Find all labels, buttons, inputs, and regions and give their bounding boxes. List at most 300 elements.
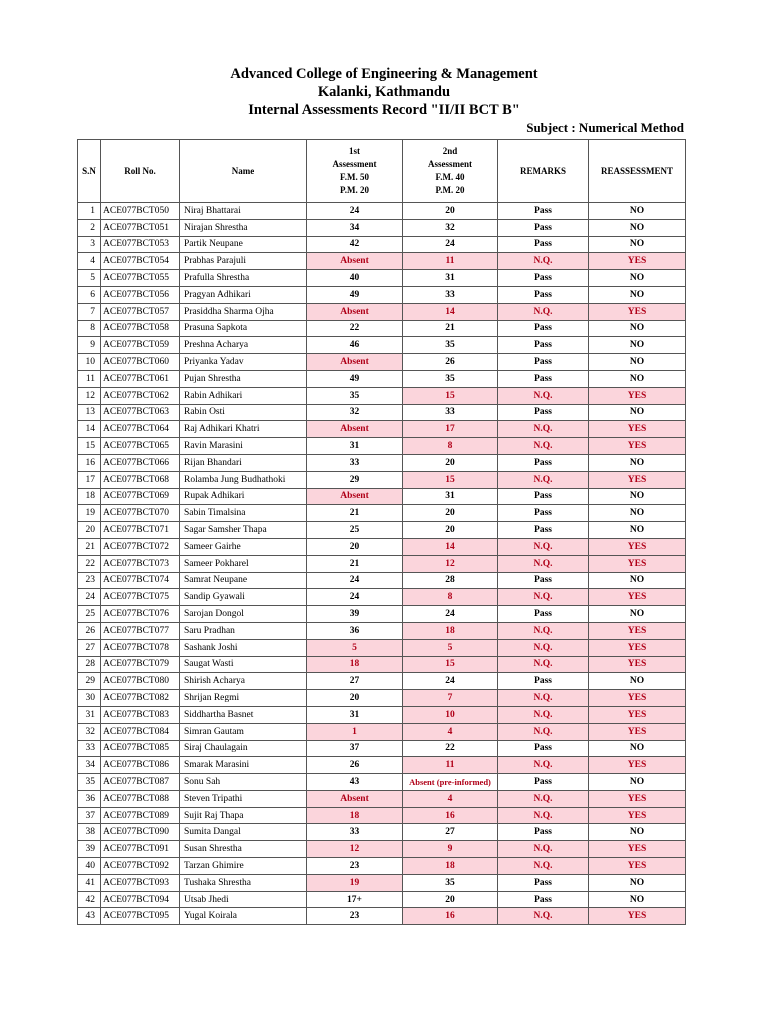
cell-roll-no: ACE077BCT059 (101, 337, 180, 354)
cell-roll-no: ACE077BCT084 (101, 723, 180, 740)
cell-reassessment: NO (589, 337, 686, 354)
cell-assessment-1: 37 (307, 740, 403, 757)
cell-assessment-2: 15 (403, 387, 498, 404)
cell-name: Siddhartha Basnet (180, 706, 307, 723)
cell-reassessment: NO (589, 606, 686, 623)
cell-reassessment: YES (589, 706, 686, 723)
cell-assessment-1: 27 (307, 673, 403, 690)
cell-roll-no: ACE077BCT085 (101, 740, 180, 757)
cell-assessment-2: 31 (403, 488, 498, 505)
cell-name: Raj Adhikari Khatri (180, 421, 307, 438)
cell-remarks: Pass (498, 370, 589, 387)
cell-sn: 30 (78, 690, 101, 707)
assessment-table (77, 139, 686, 925)
cell-assessment-2: 11 (403, 253, 498, 270)
table-row (78, 354, 686, 371)
cell-assessment-1: 5 (307, 639, 403, 656)
cell-assessment-1: 24 (307, 203, 403, 220)
table-row (78, 522, 686, 539)
cell-assessment-1: 12 (307, 841, 403, 858)
table-row (78, 538, 686, 555)
cell-reassessment: YES (589, 303, 686, 320)
table-row (78, 774, 686, 791)
cell-sn: 20 (78, 522, 101, 539)
cell-name: Simran Gautam (180, 723, 307, 740)
cell-name: Prasuna Sapkota (180, 320, 307, 337)
cell-assessment-1: 43 (307, 774, 403, 791)
cell-sn: 36 (78, 790, 101, 807)
cell-assessment-1: Absent (307, 790, 403, 807)
cell-remarks: N.Q. (498, 790, 589, 807)
cell-reassessment: YES (589, 690, 686, 707)
cell-sn: 43 (78, 908, 101, 925)
header-a2-line: 2nd (442, 146, 458, 156)
cell-roll-no: ACE077BCT088 (101, 790, 180, 807)
header-name: Name (180, 140, 307, 203)
cell-assessment-1: Absent (307, 253, 403, 270)
cell-roll-no: ACE077BCT078 (101, 639, 180, 656)
cell-reassessment: NO (589, 891, 686, 908)
table-row (78, 203, 686, 220)
cell-assessment-2: 15 (403, 471, 498, 488)
cell-remarks: Pass (498, 203, 589, 220)
cell-remarks: Pass (498, 320, 589, 337)
cell-assessment-1: 49 (307, 370, 403, 387)
table-row (78, 790, 686, 807)
cell-reassessment: NO (589, 270, 686, 287)
cell-name: Sonu Sah (180, 774, 307, 791)
cell-roll-no: ACE077BCT050 (101, 203, 180, 220)
cell-assessment-2: 20 (403, 891, 498, 908)
cell-assessment-1: 33 (307, 454, 403, 471)
cell-remarks: Pass (498, 891, 589, 908)
cell-sn: 7 (78, 303, 101, 320)
cell-reassessment: YES (589, 538, 686, 555)
cell-name: Tushaka Shrestha (180, 874, 307, 891)
table-row (78, 488, 686, 505)
cell-assessment-2: 14 (403, 538, 498, 555)
cell-sn: 1 (78, 203, 101, 220)
table-row (78, 286, 686, 303)
cell-roll-no: ACE077BCT076 (101, 606, 180, 623)
cell-roll-no: ACE077BCT090 (101, 824, 180, 841)
cell-sn: 2 (78, 219, 101, 236)
cell-assessment-2: 12 (403, 555, 498, 572)
cell-sn: 33 (78, 740, 101, 757)
cell-reassessment: NO (589, 874, 686, 891)
cell-assessment-1: 25 (307, 522, 403, 539)
cell-remarks: Pass (498, 606, 589, 623)
cell-name: Utsab Jhedi (180, 891, 307, 908)
cell-reassessment: NO (589, 824, 686, 841)
cell-roll-no: ACE077BCT065 (101, 438, 180, 455)
cell-roll-no: ACE077BCT058 (101, 320, 180, 337)
cell-sn: 28 (78, 656, 101, 673)
cell-reassessment: YES (589, 589, 686, 606)
table-header-row (78, 140, 686, 203)
cell-sn: 13 (78, 404, 101, 421)
cell-roll-no: ACE077BCT063 (101, 404, 180, 421)
cell-assessment-1: 23 (307, 858, 403, 875)
cell-reassessment: NO (589, 370, 686, 387)
table-row (78, 505, 686, 522)
cell-reassessment: NO (589, 286, 686, 303)
cell-assessment-2: 7 (403, 690, 498, 707)
table-row (78, 438, 686, 455)
subject-label: Subject : Numerical Method (526, 120, 684, 135)
cell-name: Rabin Osti (180, 404, 307, 421)
cell-sn: 15 (78, 438, 101, 455)
table-row (78, 387, 686, 404)
header-reassessment: REASSESSMENT (589, 140, 686, 203)
cell-roll-no: ACE077BCT095 (101, 908, 180, 925)
header-remarks: REMARKS (498, 140, 589, 203)
cell-assessment-2: Absent (pre-informed) (403, 774, 498, 791)
cell-reassessment: NO (589, 219, 686, 236)
cell-name: Sameer Gairhe (180, 538, 307, 555)
cell-name: Siraj Chaulagain (180, 740, 307, 757)
header-a2-line: F.M. 40 (435, 172, 465, 182)
cell-remarks: N.Q. (498, 421, 589, 438)
cell-sn: 6 (78, 286, 101, 303)
cell-roll-no: ACE077BCT061 (101, 370, 180, 387)
cell-roll-no: ACE077BCT053 (101, 236, 180, 253)
cell-roll-no: ACE077BCT080 (101, 673, 180, 690)
cell-assessment-1: Absent (307, 421, 403, 438)
cell-roll-no: ACE077BCT069 (101, 488, 180, 505)
cell-remarks: N.Q. (498, 690, 589, 707)
cell-name: Partik Neupane (180, 236, 307, 253)
cell-name: Sumita Dangal (180, 824, 307, 841)
cell-assessment-2: 4 (403, 723, 498, 740)
cell-roll-no: ACE077BCT054 (101, 253, 180, 270)
header-a1-line: F.M. 50 (340, 172, 369, 182)
record-title: Internal Assessments Record "II/II BCT B" (248, 102, 520, 118)
cell-remarks: Pass (498, 454, 589, 471)
cell-reassessment: NO (589, 673, 686, 690)
cell-remarks: Pass (498, 522, 589, 539)
cell-roll-no: ACE077BCT093 (101, 874, 180, 891)
cell-sn: 34 (78, 757, 101, 774)
cell-roll-no: ACE077BCT066 (101, 454, 180, 471)
cell-roll-no: ACE077BCT064 (101, 421, 180, 438)
cell-name: Prabhas Parajuli (180, 253, 307, 270)
header-a2-line: Assessment (428, 159, 472, 169)
cell-sn: 11 (78, 370, 101, 387)
cell-roll-no: ACE077BCT075 (101, 589, 180, 606)
cell-remarks: Pass (498, 404, 589, 421)
cell-remarks: N.Q. (498, 555, 589, 572)
cell-sn: 3 (78, 236, 101, 253)
cell-name: Pujan Shrestha (180, 370, 307, 387)
table-row (78, 404, 686, 421)
cell-remarks: Pass (498, 219, 589, 236)
cell-remarks: Pass (498, 236, 589, 253)
cell-assessment-1: 42 (307, 236, 403, 253)
table-row (78, 370, 686, 387)
cell-sn: 23 (78, 572, 101, 589)
cell-sn: 19 (78, 505, 101, 522)
cell-reassessment: NO (589, 572, 686, 589)
cell-roll-no: ACE077BCT070 (101, 505, 180, 522)
cell-assessment-2: 33 (403, 404, 498, 421)
cell-assessment-1: 24 (307, 589, 403, 606)
cell-assessment-2: 24 (403, 236, 498, 253)
table-row (78, 589, 686, 606)
cell-assessment-1: 32 (307, 404, 403, 421)
cell-reassessment: YES (589, 639, 686, 656)
cell-name: Sagar Samsher Thapa (180, 522, 307, 539)
cell-reassessment: NO (589, 740, 686, 757)
cell-name: Shirish Acharya (180, 673, 307, 690)
cell-remarks: N.Q. (498, 471, 589, 488)
cell-roll-no: ACE077BCT055 (101, 270, 180, 287)
cell-roll-no: ACE077BCT092 (101, 858, 180, 875)
cell-reassessment: NO (589, 404, 686, 421)
college-name: Advanced College of Engineering & Management (230, 66, 538, 82)
cell-sn: 10 (78, 354, 101, 371)
table-row (78, 219, 686, 236)
cell-assessment-2: 20 (403, 505, 498, 522)
table-row (78, 270, 686, 287)
cell-name: Samrat Neupane (180, 572, 307, 589)
cell-assessment-1: 21 (307, 555, 403, 572)
cell-remarks: Pass (498, 673, 589, 690)
cell-name: Steven Tripathi (180, 790, 307, 807)
cell-remarks: N.Q. (498, 538, 589, 555)
cell-name: Pragyan Adhikari (180, 286, 307, 303)
cell-name: Prafulla Shrestha (180, 270, 307, 287)
cell-reassessment: YES (589, 908, 686, 925)
cell-remarks: Pass (498, 354, 589, 371)
cell-assessment-2: 14 (403, 303, 498, 320)
cell-assessment-2: 31 (403, 270, 498, 287)
cell-roll-no: ACE077BCT060 (101, 354, 180, 371)
cell-sn: 31 (78, 706, 101, 723)
cell-name: Rabin Adhikari (180, 387, 307, 404)
table-row (78, 622, 686, 639)
cell-assessment-2: 28 (403, 572, 498, 589)
cell-remarks: Pass (498, 572, 589, 589)
cell-reassessment: YES (589, 723, 686, 740)
cell-assessment-2: 22 (403, 740, 498, 757)
cell-sn: 18 (78, 488, 101, 505)
cell-sn: 35 (78, 774, 101, 791)
cell-remarks: N.Q. (498, 656, 589, 673)
cell-assessment-2: 27 (403, 824, 498, 841)
header-a1-line: 1st (349, 146, 360, 156)
cell-reassessment: YES (589, 421, 686, 438)
cell-remarks: N.Q. (498, 706, 589, 723)
cell-assessment-2: 8 (403, 438, 498, 455)
cell-remarks: Pass (498, 774, 589, 791)
cell-assessment-1: 33 (307, 824, 403, 841)
cell-remarks: Pass (498, 505, 589, 522)
cell-sn: 14 (78, 421, 101, 438)
cell-assessment-2: 11 (403, 757, 498, 774)
cell-assessment-2: 24 (403, 606, 498, 623)
cell-sn: 27 (78, 639, 101, 656)
cell-assessment-2: 8 (403, 589, 498, 606)
cell-name: Priyanka Yadav (180, 354, 307, 371)
table-row (78, 471, 686, 488)
cell-reassessment: NO (589, 203, 686, 220)
table-row (78, 421, 686, 438)
cell-name: Rolamba Jung Budhathoki (180, 471, 307, 488)
cell-name: Prasiddha Sharma Ojha (180, 303, 307, 320)
cell-sn: 5 (78, 270, 101, 287)
cell-assessment-1: 26 (307, 757, 403, 774)
cell-assessment-1: Absent (307, 488, 403, 505)
cell-roll-no: ACE077BCT057 (101, 303, 180, 320)
cell-assessment-1: 34 (307, 219, 403, 236)
cell-roll-no: ACE077BCT077 (101, 622, 180, 639)
cell-name: Tarzan Ghimire (180, 858, 307, 875)
cell-remarks: Pass (498, 874, 589, 891)
table-row (78, 454, 686, 471)
table-row (78, 320, 686, 337)
cell-name: Shrijan Regmi (180, 690, 307, 707)
cell-assessment-1: 20 (307, 690, 403, 707)
table-row (78, 723, 686, 740)
cell-assessment-1: 22 (307, 320, 403, 337)
cell-sn: 9 (78, 337, 101, 354)
cell-assessment-2: 4 (403, 790, 498, 807)
cell-assessment-2: 16 (403, 908, 498, 925)
cell-sn: 12 (78, 387, 101, 404)
cell-roll-no: ACE077BCT073 (101, 555, 180, 572)
cell-assessment-1: Absent (307, 303, 403, 320)
cell-sn: 39 (78, 841, 101, 858)
cell-assessment-1: 1 (307, 723, 403, 740)
cell-assessment-1: 19 (307, 874, 403, 891)
cell-sn: 4 (78, 253, 101, 270)
cell-remarks: N.Q. (498, 303, 589, 320)
cell-reassessment: NO (589, 522, 686, 539)
cell-assessment-2: 21 (403, 320, 498, 337)
cell-assessment-2: 32 (403, 219, 498, 236)
table-row (78, 824, 686, 841)
table-row (78, 606, 686, 623)
cell-sn: 17 (78, 471, 101, 488)
cell-reassessment: YES (589, 555, 686, 572)
cell-name: Niraj Bhattarai (180, 203, 307, 220)
cell-sn: 32 (78, 723, 101, 740)
table-row (78, 572, 686, 589)
cell-reassessment: YES (589, 858, 686, 875)
table-row (78, 673, 686, 690)
cell-reassessment: NO (589, 505, 686, 522)
cell-roll-no: ACE077BCT062 (101, 387, 180, 404)
table-row (78, 337, 686, 354)
cell-sn: 16 (78, 454, 101, 471)
cell-reassessment: YES (589, 438, 686, 455)
cell-roll-no: ACE077BCT071 (101, 522, 180, 539)
cell-assessment-2: 20 (403, 203, 498, 220)
cell-assessment-1: 49 (307, 286, 403, 303)
cell-assessment-2: 35 (403, 337, 498, 354)
cell-assessment-2: 18 (403, 622, 498, 639)
table-row (78, 253, 686, 270)
cell-reassessment: YES (589, 757, 686, 774)
cell-assessment-1: 31 (307, 438, 403, 455)
cell-remarks: N.Q. (498, 757, 589, 774)
table-row (78, 908, 686, 925)
cell-reassessment: NO (589, 454, 686, 471)
header-assessment-1 (307, 140, 403, 203)
cell-assessment-1: 18 (307, 807, 403, 824)
table-row (78, 236, 686, 253)
cell-assessment-1: 29 (307, 471, 403, 488)
cell-assessment-2: 24 (403, 673, 498, 690)
cell-roll-no: ACE077BCT068 (101, 471, 180, 488)
cell-remarks: N.Q. (498, 807, 589, 824)
cell-name: Sandip Gyawali (180, 589, 307, 606)
cell-reassessment: YES (589, 387, 686, 404)
cell-assessment-1: 39 (307, 606, 403, 623)
cell-name: Rupak Adhikari (180, 488, 307, 505)
cell-remarks: N.Q. (498, 589, 589, 606)
table-row (78, 740, 686, 757)
cell-roll-no: ACE077BCT091 (101, 841, 180, 858)
cell-sn: 42 (78, 891, 101, 908)
cell-remarks: N.Q. (498, 639, 589, 656)
cell-sn: 41 (78, 874, 101, 891)
cell-remarks: N.Q. (498, 858, 589, 875)
cell-assessment-2: 5 (403, 639, 498, 656)
table-row (78, 757, 686, 774)
table-row (78, 807, 686, 824)
table-body (78, 203, 686, 925)
cell-roll-no: ACE077BCT087 (101, 774, 180, 791)
cell-assessment-2: 16 (403, 807, 498, 824)
cell-assessment-1: 18 (307, 656, 403, 673)
cell-reassessment: YES (589, 807, 686, 824)
cell-assessment-1: 21 (307, 505, 403, 522)
cell-assessment-1: 40 (307, 270, 403, 287)
cell-name: Ravin Marasini (180, 438, 307, 455)
cell-reassessment: NO (589, 774, 686, 791)
cell-assessment-1: 36 (307, 622, 403, 639)
cell-assessment-1: 17+ (307, 891, 403, 908)
table-row (78, 891, 686, 908)
cell-reassessment: NO (589, 320, 686, 337)
header-sn: S.N (78, 140, 101, 203)
table-row (78, 690, 686, 707)
college-location: Kalanki, Kathmandu (317, 84, 451, 100)
cell-roll-no: ACE077BCT051 (101, 219, 180, 236)
cell-remarks: N.Q. (498, 253, 589, 270)
cell-remarks: N.Q. (498, 438, 589, 455)
cell-assessment-2: 9 (403, 841, 498, 858)
cell-remarks: Pass (498, 270, 589, 287)
cell-remarks: N.Q. (498, 723, 589, 740)
cell-name: Preshna Acharya (180, 337, 307, 354)
cell-name: Saru Pradhan (180, 622, 307, 639)
cell-name: Sashank Joshi (180, 639, 307, 656)
table-row (78, 858, 686, 875)
cell-assessment-1: 31 (307, 706, 403, 723)
cell-roll-no: ACE077BCT074 (101, 572, 180, 589)
cell-remarks: N.Q. (498, 908, 589, 925)
cell-sn: 38 (78, 824, 101, 841)
cell-assessment-2: 17 (403, 421, 498, 438)
cell-assessment-1: 20 (307, 538, 403, 555)
cell-reassessment: NO (589, 236, 686, 253)
header-a2-line: P.M. 20 (435, 185, 465, 195)
cell-assessment-2: 18 (403, 858, 498, 875)
cell-remarks: Pass (498, 286, 589, 303)
